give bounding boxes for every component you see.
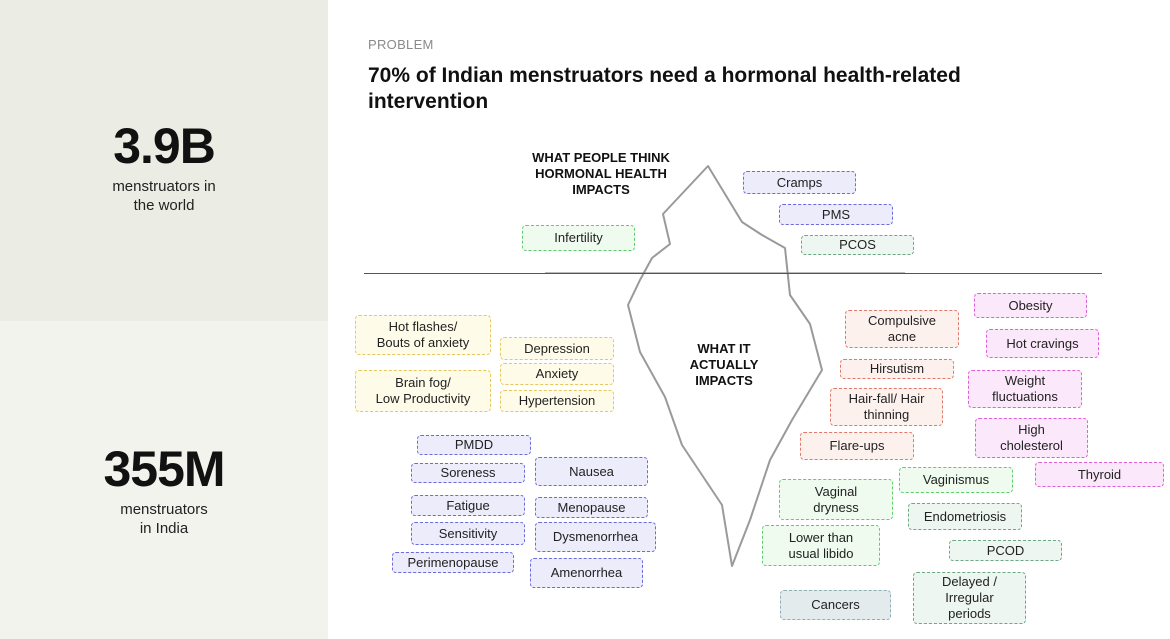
tag-vaginismus: Vaginismus: [899, 467, 1013, 493]
tag-pcod: PCOD: [949, 540, 1062, 561]
tag-pcos: PCOS: [801, 235, 914, 255]
tag-sensitivity: Sensitivity: [411, 522, 525, 545]
tag-high-cholesterol: High cholesterol: [975, 418, 1088, 458]
tag-delayed-periods: Delayed / Irregular periods: [913, 572, 1026, 624]
section-label: PROBLEM: [368, 37, 434, 52]
tag-amenorrhea: Amenorrhea: [530, 558, 643, 588]
world-stat-value: 3.9B: [113, 118, 215, 174]
heading-what-it-actually-impacts: WHAT IT ACTUALLY IMPACTS: [689, 341, 759, 388]
tag-hot-cravings: Hot cravings: [986, 329, 1099, 358]
water-line-divider: [364, 273, 1102, 274]
tag-pmdd: PMDD: [417, 435, 531, 455]
tag-fatigue: Fatigue: [411, 495, 525, 516]
tag-flare-ups: Flare-ups: [800, 432, 914, 460]
tag-endometriosis: Endometriosis: [908, 503, 1022, 530]
world-stat-label: menstruators in the world: [112, 178, 216, 214]
tag-soreness: Soreness: [411, 463, 525, 483]
tag-pms: PMS: [779, 204, 893, 225]
india-stat-value: 355M: [103, 441, 225, 497]
tag-cramps: Cramps: [743, 171, 856, 194]
tag-nausea: Nausea: [535, 457, 648, 486]
tag-perimenopause: Perimenopause: [392, 552, 514, 573]
tag-vaginal-dryness: Vaginal dryness: [779, 479, 893, 520]
tag-weight-fluctuations: Weight fluctuations: [968, 370, 1082, 408]
tag-menopause: Menopause: [535, 497, 648, 518]
tag-hair-fall: Hair-fall/ Hair thinning: [830, 388, 943, 426]
tag-anxiety: Anxiety: [500, 363, 614, 385]
tag-depression: Depression: [500, 337, 614, 360]
tag-brain-fog: Brain fog/ Low Productivity: [355, 370, 491, 412]
page-title: 70% of Indian menstruators need a hormonal health-related intervention: [368, 64, 961, 113]
tag-infertility: Infertility: [522, 225, 635, 251]
tag-dysmenorrhea: Dysmenorrhea: [535, 522, 656, 552]
tag-lower-libido: Lower than usual libido: [762, 525, 880, 566]
india-stat-label: menstruators in India: [120, 501, 208, 537]
tag-hot-flashes: Hot flashes/ Bouts of anxiety: [355, 315, 491, 355]
tag-thyroid: Thyroid: [1035, 462, 1164, 487]
tag-compulsive-acne: Compulsive acne: [845, 310, 959, 348]
tag-obesity: Obesity: [974, 293, 1087, 318]
tag-hypertension: Hypertension: [500, 390, 614, 412]
tag-cancers: Cancers: [780, 590, 891, 620]
heading-what-people-think: WHAT PEOPLE THINK HORMONAL HEALTH IMPACTS: [532, 150, 670, 197]
tag-hirsutism: Hirsutism: [840, 359, 954, 379]
